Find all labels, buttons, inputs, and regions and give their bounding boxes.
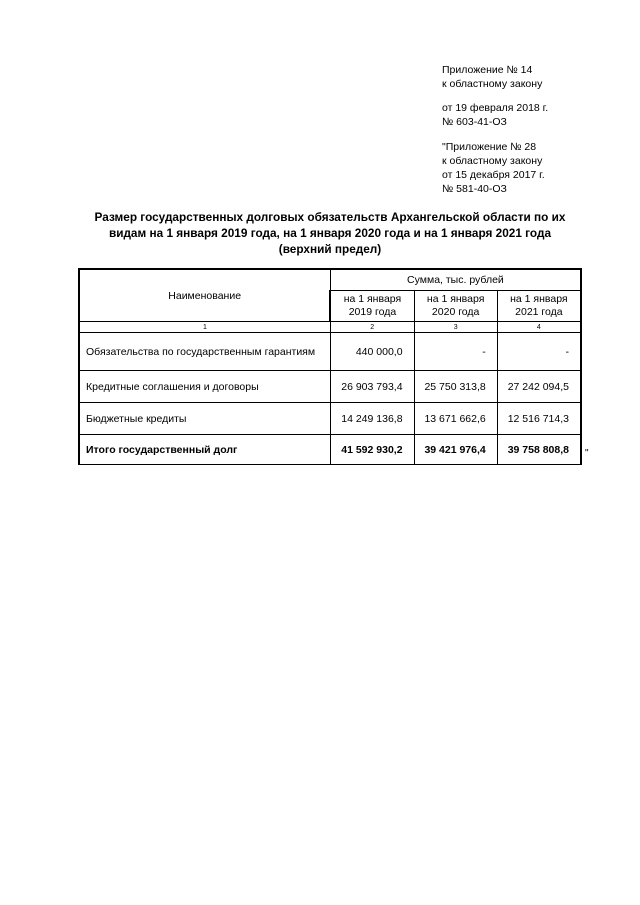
total-row [79,435,581,465]
column-number: 3 [414,322,497,333]
date-year: 2019 года [348,306,397,318]
date-label: на 1 января [343,293,402,305]
column-number-row [79,322,581,333]
row-name: Кредитные соглашения и договоры [79,371,330,403]
total-name: Итого государственный долг [79,435,330,465]
value-2020: - [414,333,497,371]
header-date-2019 [330,291,414,322]
value-2021: - [497,333,581,371]
date-year: 2020 года [431,306,480,318]
prior-appendix-block [442,140,545,196]
title-line-1: Размер государственных долговых обязательств Архангельской области по их [94,210,566,224]
date-label: на 1 января [510,293,568,305]
row-name: Обязательства по государственным гарантиям [79,333,330,371]
value-2019: 14 249 136,8 [330,403,414,435]
date-year: 2021 года [515,306,563,318]
appendix-header [442,63,542,91]
date-label: на 1 января [426,293,485,305]
appendix-number: Приложение № 14 [442,64,533,76]
value-2020: 13 671 662,6 [414,403,497,435]
value-2019: 26 903 793,4 [330,371,414,403]
header-name: Наименование [79,269,330,322]
appendix-date-block [442,101,548,129]
prior-appendix-law-number: № 581-40-ОЗ [442,183,507,195]
value-2021: 27 242 094,5 [497,371,581,403]
appendix-date: от 19 февраля 2018 г. [442,102,549,114]
table-header-row [79,269,581,291]
header-date-2021 [497,291,581,322]
appendix-law-number: № 603-41-ОЗ [442,116,507,128]
value-2020: 25 750 313,8 [414,371,497,403]
prior-appendix-number: "Приложение № 28 [442,141,537,153]
table-row [79,371,581,403]
column-number: 2 [330,322,414,333]
appendix-law-ref: к областному закону [442,78,543,90]
total-2019: 41 592 930,2 [330,435,414,465]
total-2021: 39 758 808,8 [497,435,581,465]
prior-appendix-date: от 15 декабря 2017 г. [442,169,545,181]
header-date-2020 [414,291,497,322]
closing-quote: " [585,448,589,459]
column-number: 1 [79,322,330,333]
value-2019: 440 000,0 [330,333,414,371]
table-row [79,333,581,371]
total-2020: 39 421 976,4 [414,435,497,465]
column-number: 4 [497,322,581,333]
title-line-2: видам на 1 января 2019 года, на 1 января 2020 года и на 1 января 2021 года [108,226,552,240]
debt-table [78,268,582,465]
title-line-3: (верхний предел) [278,242,382,256]
prior-appendix-law-ref: к областному закону [442,155,543,167]
header-sum: Сумма, тыс. рублей [330,269,581,291]
table-row [79,403,581,435]
document-title [78,209,582,257]
row-name: Бюджетные кредиты [79,403,330,435]
value-2021: 12 516 714,3 [497,403,581,435]
